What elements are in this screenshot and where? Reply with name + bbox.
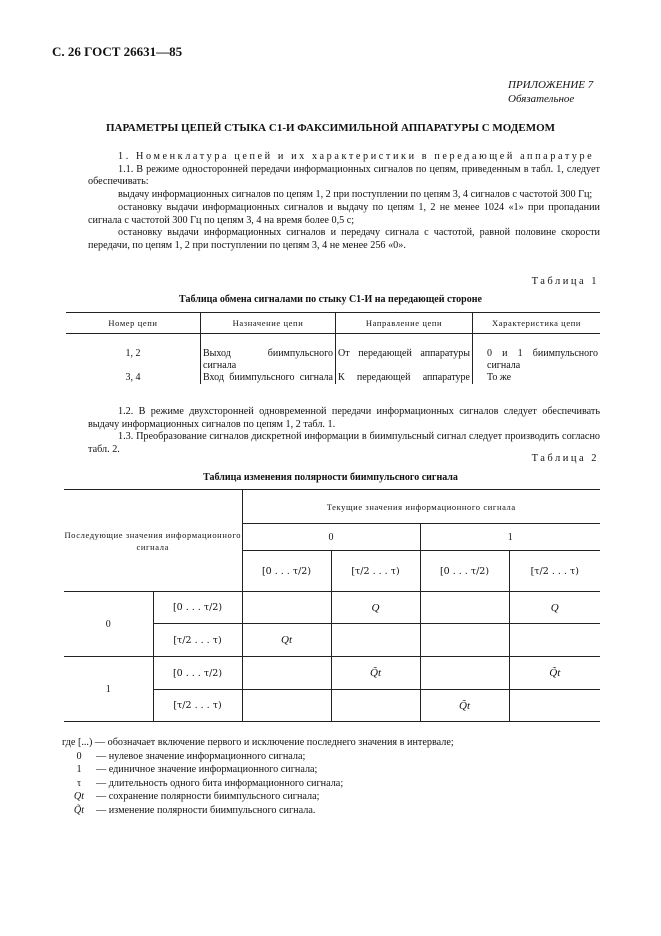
legend-prefix: где [62, 737, 76, 748]
table2-next-value-1: 1 [64, 657, 153, 722]
table2-caption: Таблица изменения полярности биимпульсного сигнала [203, 472, 458, 483]
appendix-block [508, 78, 593, 106]
keep-q: Q [509, 592, 600, 624]
legend-symbol: 1 [76, 764, 82, 775]
table2-col-header: Текущие значения информационного сигнала [242, 490, 600, 524]
main-title: ПАРАМЕТРЫ ЦЕПЕЙ СТЫКА С1-И ФАКСИМИЛЬНОЙ АППАРАТУРЫ С МОДЕМОМ [105, 122, 556, 134]
section2 [88, 406, 600, 457]
page-header: С. 26 ГОСТ 26631—85 [52, 44, 183, 59]
table1-header-row [66, 313, 600, 334]
interval-b: [τ/2 . . . τ) [153, 690, 242, 722]
invert-qt: Q̃t [420, 690, 509, 722]
table1-purpose: Выход биимпульсного сигнала [201, 334, 336, 373]
table1-header-cell: Направление цепи [336, 313, 473, 334]
legend-item [62, 804, 454, 818]
legend-text: — нулевое значение информационного сигнала; [96, 750, 306, 762]
section1-p1: 1.1. В режиме односторонней передачи информационных сигналов по цепям, приведенным в табл. 1, следует обеспечивать: [88, 163, 600, 188]
table1-direction: От передающей аппаратуры [336, 334, 473, 373]
table1-label: Таблица 1 [531, 276, 599, 287]
invert-qt: Q̃t [509, 657, 600, 690]
table1-characteristic: То же [473, 372, 601, 384]
table-row [66, 372, 600, 384]
section1-p4: остановку выдачи информационных сигналов и передачу сигнала с частотой, равной половине скорости передачи, по цепям 1, 2 при поступлении по цепям 3, 4 не менее 256 «0». [88, 227, 600, 251]
section1-p2: выдачу информационных сигналов по цепям 1, 2 при поступлении по цепям 3, 4 сигналов с частотой 300 Гц; [118, 189, 593, 201]
legend-text: — обозначает включение первого и исключение последнего значения в интервале; [94, 737, 454, 748]
table2-row-header: Последующие значения информационного сигнала [64, 490, 242, 592]
section1 [88, 151, 600, 253]
section2-p2: 1.3. Преобразование сигналов дискретной информации в биимпульсный сигнал следует производить согласно табл. 2. [88, 431, 600, 456]
table1-direction: К передающей аппаратуре [336, 372, 473, 384]
invert-qt: Q̃t [331, 657, 420, 690]
interval-a: [0 . . . τ/2) [242, 551, 331, 592]
legend-symbol: Qt [73, 791, 85, 802]
legend-item [62, 763, 454, 777]
legend-item [62, 777, 454, 791]
interval-a: [0 . . . τ/2) [153, 657, 242, 690]
legend-text: — сохранение полярности биимпульсного сигнала; [96, 791, 320, 802]
interval-a: [0 . . . τ/2) [420, 551, 509, 592]
section2-p1: 1.2. В режиме двухсторонней одновременной передачи информационных сигналов следует обеспечивать выдачу информационных сигналов по цепям 1, 2 табл. 1. [88, 406, 600, 430]
interval-b: [τ/2 . . . τ) [331, 551, 420, 592]
legend-symbol: τ [76, 777, 82, 789]
section1-p3: остановку выдачи информационных сигналов и выдачу по цепям 1, 2 не менее 1024 «1» при пропадании сигнала с частотой 300 Гц по цепям 3, 4 на время более 0,5 с; [88, 201, 600, 226]
legend-text: — изменение полярности биимпульсного сигнала. [96, 804, 316, 816]
table1-num: 3, 4 [125, 372, 141, 383]
interval-b: [τ/2 . . . τ) [153, 624, 242, 657]
table-row [64, 657, 600, 690]
legend-symbol: 0 [76, 750, 82, 762]
keep-q: Q [331, 592, 420, 624]
legend-symbol: [...) [77, 737, 93, 748]
table-row [64, 592, 600, 624]
table1-header-cell: Номер цепи [66, 313, 201, 334]
table1-header-cell: Назначение цепи [201, 313, 336, 334]
legend-text: — единичное значение информационного сигнала; [96, 764, 318, 775]
appendix-title: ПРИЛОЖЕНИЕ 7 [508, 79, 594, 91]
legend [62, 736, 454, 817]
interval-b: [τ/2 . . . τ) [509, 551, 600, 592]
legend-item [62, 736, 454, 750]
legend-item [62, 790, 454, 804]
table1-purpose: Вход биимпульсного сигнала [201, 372, 336, 384]
table1-header-cell: Характеристика цепи [473, 313, 601, 334]
table-row [66, 334, 600, 373]
table2-value-0: 0 [242, 524, 420, 551]
table2-label: Таблица 2 [531, 453, 599, 464]
legend-symbol: Q̃t [73, 804, 85, 816]
legend-text: — длительность одного бита информационного сигнала; [96, 777, 344, 789]
table2-value-1: 1 [420, 524, 600, 551]
table-row [64, 490, 600, 524]
table1 [66, 312, 600, 384]
keep-qt: Qt [242, 624, 331, 657]
table1-num: 1, 2 [125, 348, 141, 359]
table2-next-value-0: 0 [64, 592, 153, 657]
table1-characteristic: 0 и 1 биимпульсного сигнала [473, 334, 601, 373]
section1-heading: 1. Номенклатура цепей и их характеристики в передающей аппаратуре [118, 151, 595, 162]
interval-a: [0 . . . τ/2) [153, 592, 242, 624]
table1-caption: Таблица обмена сигналами по стыку С1-И на передающей стороне [179, 294, 482, 305]
appendix-status: Обязательное [508, 93, 575, 105]
legend-item [62, 750, 454, 764]
table2 [64, 489, 600, 722]
